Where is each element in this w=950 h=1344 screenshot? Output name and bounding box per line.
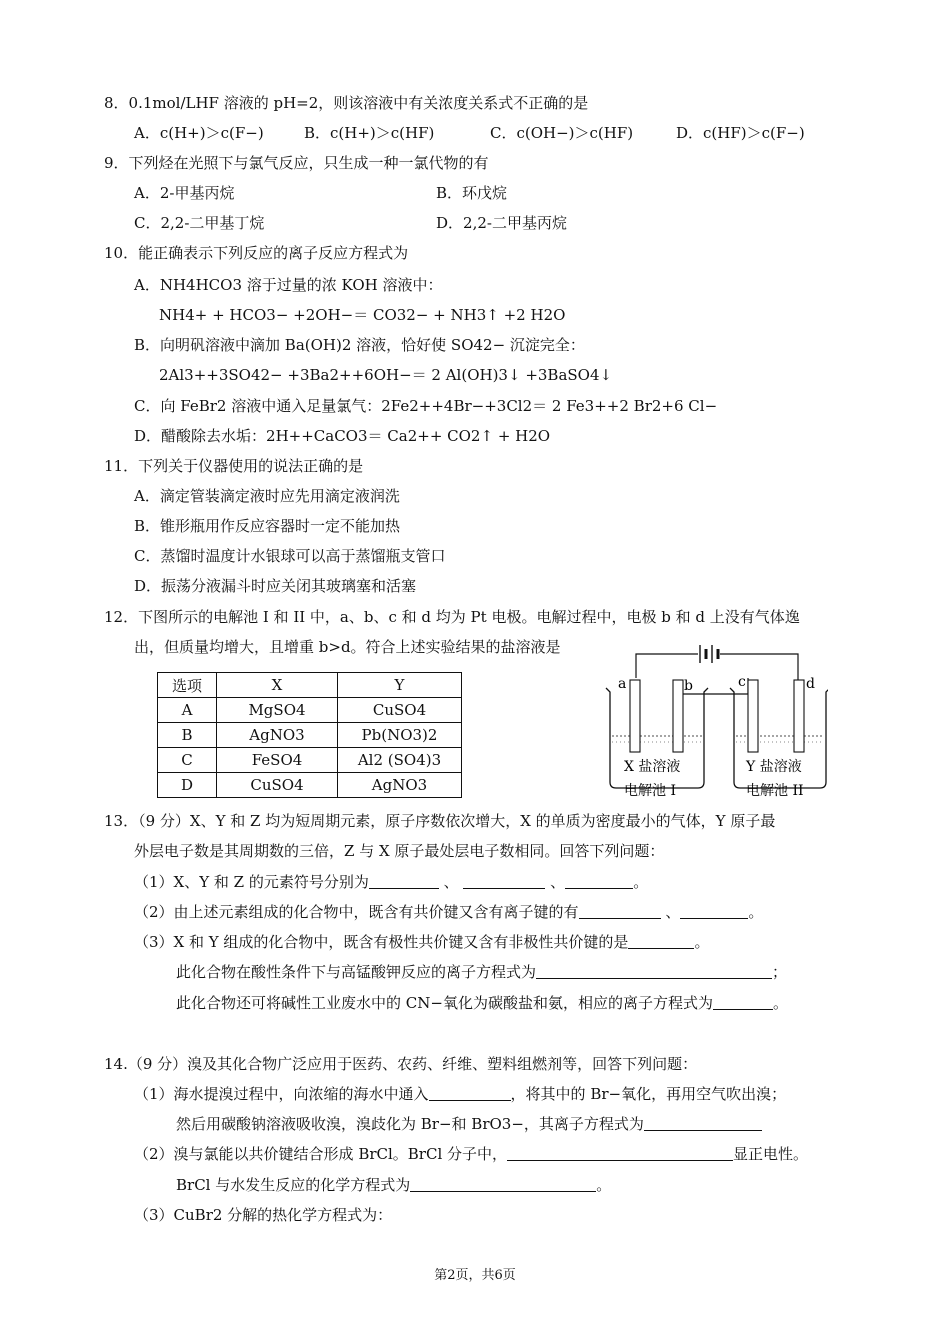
table-header-cell: X bbox=[217, 673, 338, 698]
label-b: b bbox=[684, 678, 693, 694]
label-d: d bbox=[806, 676, 815, 692]
battery-icon bbox=[700, 645, 718, 663]
table-cell: AgNO3 bbox=[338, 773, 462, 798]
q9-stem: 9．下列烃在光照下与氯气反应，只生成一种一氯代物的有 bbox=[104, 154, 489, 172]
table-header-cell: Y bbox=[338, 673, 462, 698]
table-cell: B bbox=[158, 723, 217, 748]
q13-part3b-text: 此化合物在酸性条件下与高锰酸钾反应的离子方程式为 bbox=[176, 963, 537, 981]
electrode-b bbox=[673, 680, 683, 752]
electrode-c bbox=[748, 680, 758, 752]
table-cell: CuSO4 bbox=[217, 773, 338, 798]
q11-option-c: C．蒸馏时温度计水银球可以高于蒸馏瓶支管口 bbox=[134, 547, 446, 565]
q10-option-c: C．向 FeBr2 溶液中通入足量氯气：2Fe2++4Br−+3Cl2＝ 2 Fe3++2 Br2+6 Cl− bbox=[134, 397, 718, 415]
answer-blank[interactable] bbox=[680, 904, 748, 919]
q14-part2c-text: BrCl 与水发生反应的化学方程式为 bbox=[176, 1176, 411, 1194]
table-cell: Pb(NO3)2 bbox=[338, 723, 462, 748]
q11-option-d: D．振荡分液漏斗时应关闭其玻璃塞和活塞 bbox=[134, 577, 417, 595]
q10-option-d: D．醋酸除去水垢：2H++CaCO3＝ Ca2++ CO2↑ + H2O bbox=[134, 427, 551, 445]
q13-stem-line2: 外层电子数是其周期数的三倍，Z 与 X 原子最处层电子数相同。回答下列问题： bbox=[134, 842, 665, 860]
table-row bbox=[158, 723, 462, 748]
answer-blank[interactable] bbox=[713, 995, 773, 1010]
answer-blank[interactable] bbox=[536, 964, 772, 979]
electrode-a bbox=[630, 680, 640, 752]
answer-blank[interactable] bbox=[579, 904, 661, 919]
answer-blank[interactable] bbox=[410, 1177, 596, 1192]
table-header-cell: 选项 bbox=[158, 673, 217, 698]
answer-blank[interactable] bbox=[565, 874, 633, 889]
q13-part1: （1）X、Y 和 Z 的元素符号分别为 、 、 。 bbox=[134, 873, 649, 891]
table-cell: AgNO3 bbox=[217, 723, 338, 748]
q14-part2-text-b: 显正电性。 bbox=[733, 1145, 809, 1163]
q13-part3: （3）X 和 Y 组成的化合物中，既含有极性共价键又含有非极性共价键的是 。 bbox=[134, 933, 710, 951]
table-cell: A bbox=[158, 698, 217, 723]
answer-blank[interactable] bbox=[628, 934, 694, 949]
electrode-d bbox=[794, 680, 804, 752]
q14-part1 bbox=[134, 1085, 786, 1103]
table-row bbox=[158, 773, 462, 798]
q14-part1c bbox=[176, 1115, 762, 1133]
q12-options-table bbox=[157, 672, 462, 798]
answer-blank[interactable] bbox=[507, 1146, 733, 1161]
table-row bbox=[158, 698, 462, 723]
circuit-wires bbox=[636, 654, 798, 694]
q14-part1-text-b: ，将其中的 Br−氧化，再用空气吹出溴； bbox=[510, 1085, 787, 1103]
q13-stem-line1: 13．（9 分）X、Y 和 Z 均为短周期元素，原子序数依次增大，X 的单质为密度最小的气体，Y 原子最 bbox=[104, 812, 776, 830]
q14-part1c-text: 然后用碳酸钠溶液吸收溴，溴歧化为 Br−和 BrO3−，其离子方程式为 bbox=[176, 1115, 644, 1133]
q9-option-d: D．2,2-二甲基丙烷 bbox=[436, 214, 567, 232]
label-cell-1: 电解池 I bbox=[624, 783, 676, 799]
q14-stem: 14.（9 分）溴及其化合物广泛应用于医药、农药、纤维、塑料组燃剂等，回答下列问题： bbox=[104, 1055, 698, 1073]
q8-stem: 8．0.1mol/LHF 溶液的 pH=2，则该溶液中有关浓度关系式不正确的是 bbox=[104, 94, 589, 112]
q12-stem-line1: 12．下图所示的电解池 I 和 II 中，a、b、c 和 d 均为 Pt 电极。电解过程中，电极 b 和 d 上没有气体逸 bbox=[104, 608, 800, 626]
q14-part2-text: （2）溴与氯能以共价键结合形成 BrCl。BrCl 分子中， bbox=[134, 1145, 508, 1163]
table-header-row bbox=[158, 673, 462, 698]
label-solution-x: X 盐溶液 bbox=[624, 759, 681, 775]
q10-option-a: A．NH4HCO3 溶于过量的浓 KOH 溶液中： bbox=[134, 276, 443, 294]
q8-option-a: A．c(H+)＞c(F−) bbox=[134, 124, 264, 142]
q10-option-b-equation: 2Al3++3SO42− +3Ba2++6OH−＝ 2 Al(OH)3↓ +3BaSO4↓ bbox=[159, 366, 613, 384]
q11-option-a: A．滴定管装滴定液时应先用滴定液润洗 bbox=[134, 487, 400, 505]
q14-part2 bbox=[134, 1145, 808, 1163]
label-solution-y: Y 盐溶液 bbox=[746, 759, 802, 775]
q8-option-d: D．c(HF)＞c(F−) bbox=[676, 124, 805, 142]
q8-option-b: B．c(H+)＞c(HF) bbox=[304, 124, 435, 142]
table-cell: Al2 (SO4)3 bbox=[338, 748, 462, 773]
q12-stem-line2: 出，但质量均增大，且增重 b>d。符合上述实验结果的盐溶液是 bbox=[134, 638, 561, 656]
q13-part3b: 此化合物在酸性条件下与高锰酸钾反应的离子方程式为 ； bbox=[176, 963, 788, 981]
answer-blank[interactable] bbox=[644, 1116, 762, 1131]
q9-option-b: B．环戊烷 bbox=[436, 184, 508, 202]
electrolysis-diagram bbox=[598, 640, 828, 805]
q13-part3-text: （3）X 和 Y 组成的化合物中，既含有极性共价键又含有非极性共价键的是 bbox=[134, 933, 629, 951]
table-row bbox=[158, 748, 462, 773]
q14-part3: （3）CuBr2 分解的热化学方程式为： bbox=[134, 1206, 393, 1224]
q9-option-c: C．2,2-二甲基丁烷 bbox=[134, 214, 265, 232]
q11-stem: 11．下列关于仪器使用的说法正确的是 bbox=[104, 457, 364, 475]
table-cell: D bbox=[158, 773, 217, 798]
answer-blank[interactable] bbox=[463, 874, 545, 889]
q14-part1-text: （1）海水提溴过程中，向浓缩的海水中通入 bbox=[134, 1085, 429, 1103]
q10-option-b: B．向明矾溶液中滴加 Ba(OH)2 溶液，恰好使 SO42− 沉淀完全： bbox=[134, 336, 585, 354]
q10-option-a-equation: NH4+ + HCO3− +2OH−＝ CO32− + NH3↑ +2 H2O bbox=[159, 306, 566, 324]
page-footer: 第2页，共6页 bbox=[434, 1268, 516, 1283]
answer-blank[interactable] bbox=[429, 1086, 511, 1101]
answer-blank[interactable] bbox=[369, 874, 439, 889]
q13-part1-text: （1）X、Y 和 Z 的元素符号分别为 bbox=[134, 873, 369, 891]
label-a: a bbox=[618, 676, 627, 692]
table-cell: FeSO4 bbox=[217, 748, 338, 773]
q14-part2c: BrCl 与水发生反应的化学方程式为 。 bbox=[176, 1176, 612, 1194]
q13-part2: （2）由上述元素组成的化合物中，既含有共价键又含有离子键的有 、 。 bbox=[134, 903, 764, 921]
q13-part3c-text: 此化合物还可将碱性工业废水中的 CN−氧化为碳酸盐和氨，相应的离子方程式为 bbox=[176, 994, 713, 1012]
q9-option-a: A．2-甲基丙烷 bbox=[134, 184, 235, 202]
table-cell: CuSO4 bbox=[338, 698, 462, 723]
table-cell: C bbox=[158, 748, 217, 773]
q11-option-b: B．锥形瓶用作反应容器时一定不能加热 bbox=[134, 517, 401, 535]
q10-stem: 10．能正确表示下列反应的离子反应方程式为 bbox=[104, 244, 409, 262]
label-cell-2: 电解池 II bbox=[746, 783, 804, 799]
table-cell: MgSO4 bbox=[217, 698, 338, 723]
q13-part2-text: （2）由上述元素组成的化合物中，既含有共价键又含有离子键的有 bbox=[134, 903, 579, 921]
q13-part3c: 此化合物还可将碱性工业废水中的 CN−氧化为碳酸盐和氨，相应的离子方程式为 。 bbox=[176, 994, 788, 1012]
label-c: c bbox=[738, 674, 746, 690]
q8-option-c: C．c(OH−)＞c(HF) bbox=[490, 124, 634, 142]
